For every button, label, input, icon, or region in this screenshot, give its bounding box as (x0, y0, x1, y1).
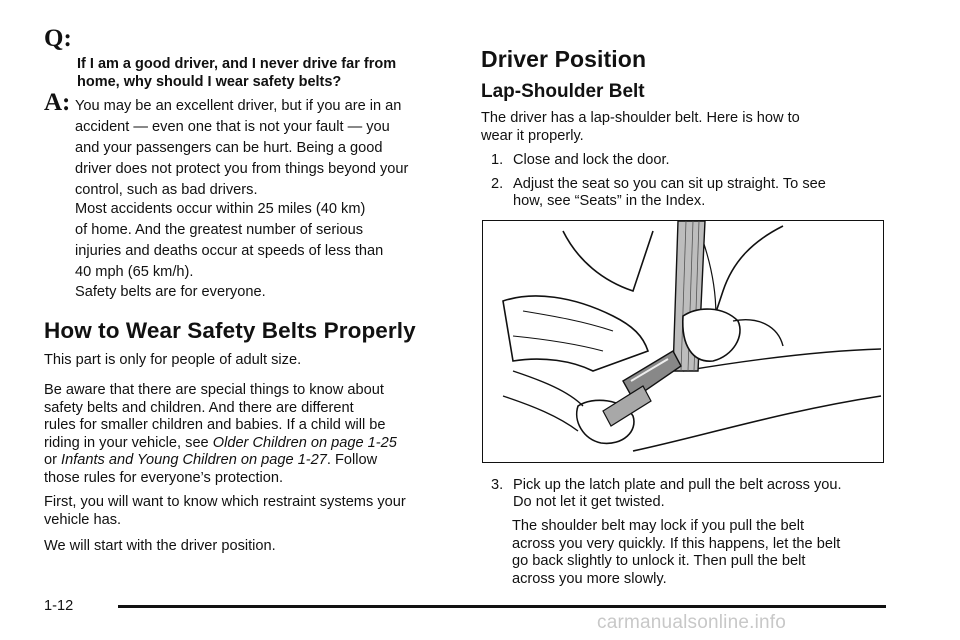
how-to-heading: How to Wear Safety Belts Properly (44, 318, 416, 343)
question-mark: Q: (44, 25, 72, 52)
step-text: Adjust the seat so you can sit up straight. To see (513, 176, 826, 192)
children-line: or Infants and Young Children on page 1-27. Follow (44, 452, 378, 468)
step-number: 2. (491, 176, 504, 192)
children-line: rules for smaller children and babies. If a child will be (44, 417, 386, 433)
older-children-link[interactable]: Older Children on page 1-25 (212, 434, 397, 451)
answer-line: accident — even one that is not your fault — you (75, 119, 390, 135)
adult-size-paragraph: This part is only for people of adult size. (44, 352, 302, 368)
accidents-line: of home. And the greatest number of serious (75, 222, 363, 238)
belt-lock-paragraph (512, 518, 840, 588)
restraint-line: First, you will want to know which restraint systems your (44, 494, 406, 510)
answer-line: driver does not protect you from things beyond your (75, 161, 409, 177)
everyone-text: Safety belts are for everyone. (75, 284, 266, 300)
step-text: Do not let it get twisted. (513, 494, 665, 510)
lock-line: go back slightly to unlock it. Then pull the belt (512, 553, 806, 569)
driver-position-heading: Driver Position (481, 46, 647, 72)
lock-line: across you more slowly. (512, 570, 667, 587)
intro-line: wear it properly. (481, 127, 584, 144)
step-text: Pick up the latch plate and pull the belt across you. (513, 477, 842, 493)
step-number: 3. (491, 477, 504, 493)
children-paragraph (44, 382, 397, 487)
answer-text (75, 96, 456, 201)
accidents-line: Most accidents occur within 25 miles (40 km) (75, 201, 366, 217)
footer-rule (118, 605, 886, 608)
accidents-line: injuries and deaths occur at speeds of less than (75, 243, 384, 259)
lock-line: across you very quickly. If this happens, let the belt (512, 535, 841, 552)
children-line: Be aware that there are special things to know about (44, 382, 384, 398)
question-line-2: home, why should I wear safety belts? (77, 74, 342, 90)
lap-shoulder-subheading: Lap-Shoulder Belt (481, 81, 645, 102)
question-line-1: If I am a good driver, and I never drive far from (77, 56, 397, 72)
accidents-text (75, 199, 456, 283)
driver-start-paragraph: We will start with the driver position. (44, 538, 276, 554)
belt-drawing (483, 221, 883, 462)
watermark-text: carmanualsonline.info (597, 612, 787, 633)
children-line: riding in your vehicle, see Older Children on page 1-25 (44, 434, 397, 451)
answer-line: control, such as bad drivers. (75, 182, 258, 198)
step-number: 1. (491, 152, 504, 168)
intro-line: The driver has a lap-shoulder belt. Here is how to (481, 110, 800, 126)
infants-link[interactable]: Infants and Young Children on page 1-27 (61, 452, 327, 468)
children-line: safety belts and children. And there are different (44, 399, 354, 416)
restraint-line: vehicle has. (44, 511, 122, 528)
accidents-line: 40 mph (65 km/h). (75, 264, 194, 280)
step-text: how, see “Seats” in the Index. (513, 193, 706, 209)
lock-line: The shoulder belt may lock if you pull the belt (512, 518, 805, 534)
answer-line: You may be an excellent driver, but if you are in an (75, 98, 402, 114)
driver-intro (481, 110, 800, 145)
seat-belt-illustration (482, 220, 884, 463)
step-text: Close and lock the door. (513, 152, 670, 168)
answer-mark: A: (44, 89, 71, 116)
answer-line: and your passengers can be hurt. Being a good (75, 140, 383, 156)
page-number: 1-12 (44, 598, 74, 614)
restraint-paragraph (44, 494, 406, 529)
children-line: those rules for everyone’s protection. (44, 469, 284, 486)
